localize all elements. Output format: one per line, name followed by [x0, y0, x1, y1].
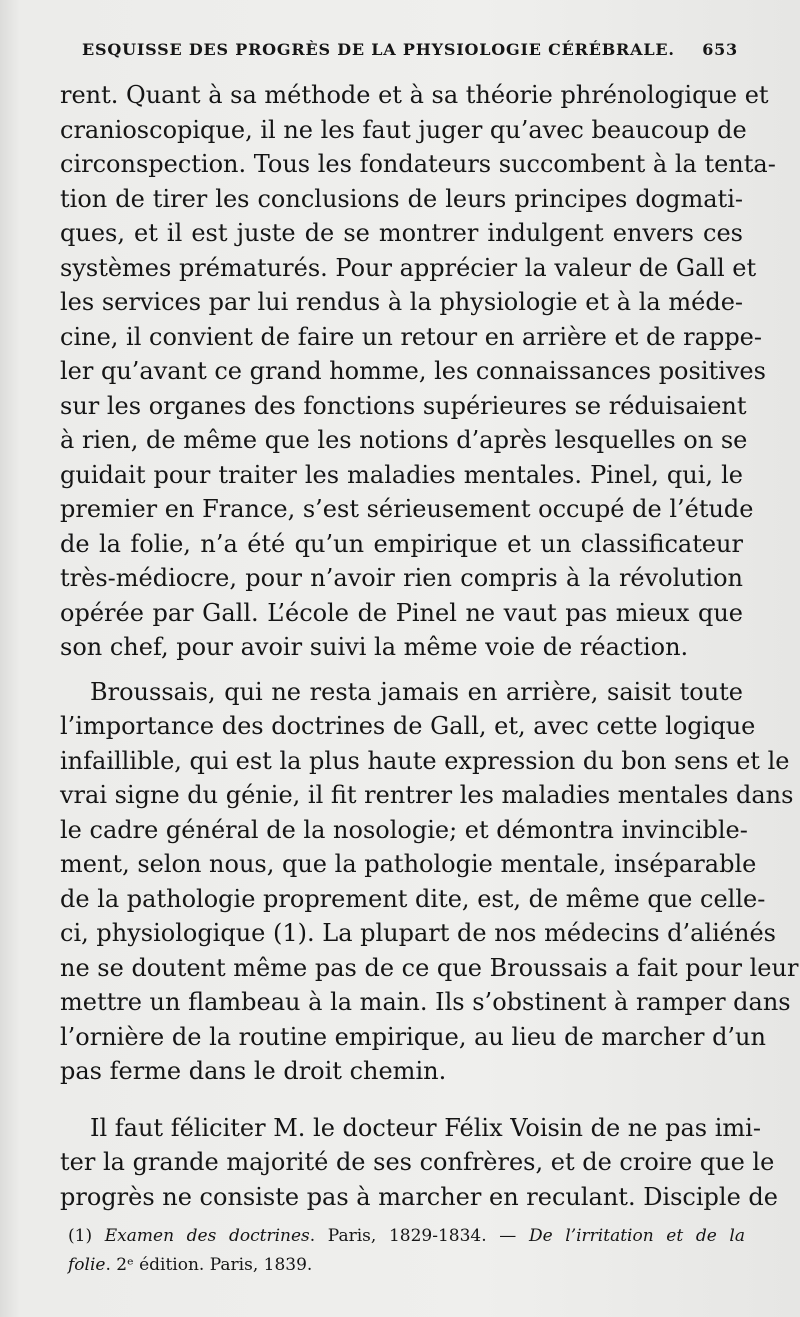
text-line: le cadre général de la nosologie; et démontra invincible- [60, 815, 748, 844]
text-line: progrès ne consiste pas à marcher en reculant. Disciple de [60, 1182, 778, 1211]
text-line: circonspection. Tous les fondateurs succombent à la tenta- [60, 150, 776, 178]
text-line: infaillible, qui est la plus haute expression du bon sens et le [60, 746, 790, 775]
text-line: ter la grande majorité de ses confrères, et de croire que le [60, 1148, 775, 1176]
footnote-imprint: . 2ᵉ édition. Paris, 1839. [105, 1255, 313, 1275]
text-line: cranioscopique, il ne les faut juger qu’avec beaucoup de [60, 115, 747, 144]
text-line: tion de tirer les conclusions de leurs principes dogmati- [60, 184, 743, 213]
footnote-work-title: folie [68, 1255, 106, 1275]
footnote-line [68, 1251, 745, 1280]
footnote-work-title: Examen des doctrines [104, 1226, 310, 1246]
page-number: 653 [702, 40, 738, 59]
text-line: ci, physiologique (1). La plupart de nos médecins d’aliénés [60, 919, 776, 947]
text-line: de la pathologie proprement dite, est, de même que celle- [60, 884, 766, 913]
text-line: son chef, pour avoir suivi la même voie de réaction. [60, 633, 689, 661]
footnote-line [68, 1222, 745, 1251]
text-line: très-médiocre, pour n’avoir rien compris à la révolution [60, 564, 743, 592]
running-title: ESQUISSE DES PROGRÈS DE LA PHYSIOLOGIE CÉRÉBRALE. [82, 40, 675, 59]
text-line: cine, il convient de faire un retour en arrière et de rappe- [60, 322, 762, 351]
text-line: de la folie, n’a été qu’un empirique et un classificateur [60, 529, 743, 558]
text-line: premier en France, s’est sérieusement occupé de l’étude [60, 495, 754, 523]
text-line: rent. Quant à sa méthode et à sa théorie phrénologique et [60, 81, 769, 109]
footnote-work-title: De l’irritation et de la [528, 1226, 746, 1246]
text-line: ment, selon nous, que la pathologie mentale, inséparable [60, 850, 757, 878]
text-line: mettre un flambeau à la main. Ils s’obstinent à ramper dans [60, 988, 791, 1016]
text-line: guidait pour traiter les maladies mentales. Pinel, qui, le [60, 460, 743, 489]
text-line: l’ornière de la routine empirique, au lieu de marcher d’un [60, 1022, 766, 1051]
text-line: l’importance des doctrines de Gall, et, avec cette logique [60, 712, 756, 740]
text-line: systèmes prématurés. Pour apprécier la valeur de Gall et [60, 253, 757, 282]
paragraph-gap [60, 665, 743, 675]
text-line: ques, et il est juste de se montrer indulgent envers ces [60, 219, 743, 247]
text-line: pas ferme dans le droit chemin. [60, 1057, 447, 1085]
text-line: Il faut féliciter M. le docteur Félix Voisin de ne pas imi- [90, 1113, 761, 1142]
text-line: opérée par Gall. L’école de Pinel ne vaut pas mieux que [60, 598, 743, 627]
footnote-marker: (1) [68, 1226, 93, 1246]
footnote-imprint: . Paris, 1829-1834. — [309, 1226, 517, 1246]
text-line: Broussais, qui ne resta jamais en arrière, saisit toute [90, 677, 743, 706]
paragraph-1 [60, 78, 776, 665]
body-text [60, 78, 799, 1214]
text-line: ler qu’avant ce grand homme, les connaissances positives [60, 357, 766, 385]
text-line: les services par lui rendus à la physiologie et à la méde- [60, 288, 743, 316]
running-header [82, 40, 738, 64]
paragraph-2 [60, 675, 799, 1089]
footnotes [68, 1222, 745, 1280]
paragraph-gap [60, 1089, 743, 1111]
text-line: à rien, de même que les notions d’après lesquelles on se [60, 426, 748, 454]
text-line: sur les organes des fonctions supérieures se réduisaient [60, 391, 747, 420]
text-line: vrai signe du génie, il fit rentrer les maladies mentales dans [60, 781, 794, 809]
paragraph-3 [60, 1111, 778, 1215]
text-line: ne se doutent même pas de ce que Broussais a fait pour leur [60, 953, 799, 982]
